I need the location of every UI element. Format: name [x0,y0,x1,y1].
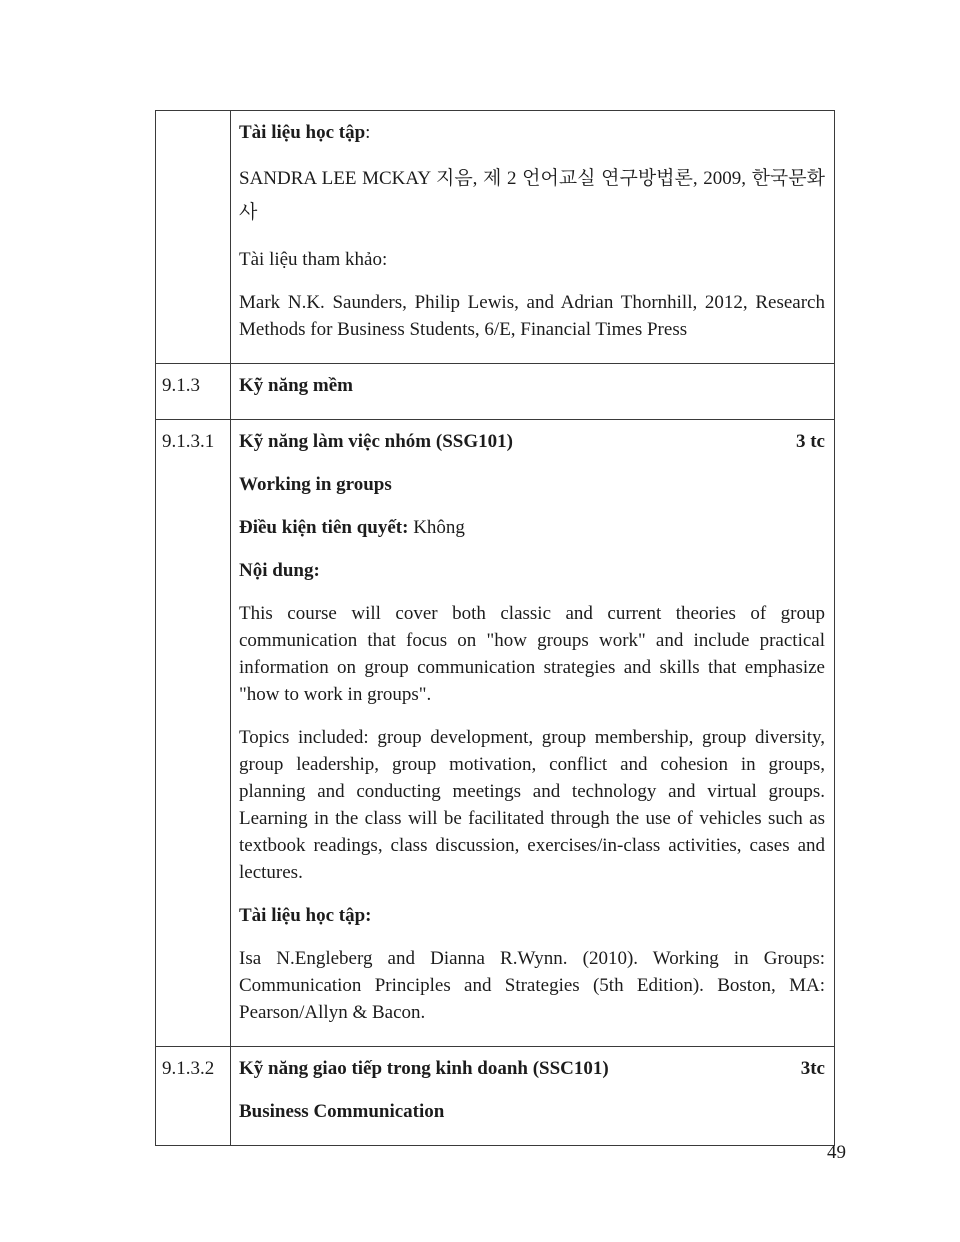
course-title: Kỹ năng làm việc nhóm (SSG101) [239,431,513,452]
table-row-continuation [156,111,835,364]
prerequisite-value: Không [408,517,465,538]
reference-materials-label: Tài liệu tham khảo: [239,249,388,270]
study-materials-label: Tài liệu học tập [239,122,366,143]
table-row-course-2 [156,1047,835,1146]
content-label: Nội dung: [239,560,320,581]
table-row-course-1 [156,420,835,1047]
page-number: 49 [827,1142,846,1163]
course-subtitle: Business Communication [239,1101,445,1122]
study-materials-heading [239,119,825,146]
course-credits: 3tc [800,1058,825,1079]
prerequisite-line [239,514,825,541]
course-table [155,110,835,1146]
course-credits: 3 tc [795,431,825,452]
row-id-cell: 9.1.3.2 [156,1047,231,1146]
study-materials-reference: SANDRA LEE MCKAY 지음, 제 2 언어교실 연구방법론, 2009, 한국문화사 [239,168,825,223]
course-title: Kỹ năng giao tiếp trong kinh doanh (SSC101) [239,1058,609,1079]
row-content-cell [231,420,835,1047]
row-content-cell [231,364,835,420]
course-header [239,428,825,455]
course-description-2: Topics included: group development, group membership, group diversity, group leadership, group motivation, conflict and cohesion in groups, planning and conducting meetings and technology and virtual groups. Learning in the class will be facilitated through the use of vehicles such as textbook readings, class discussion, exercises/in-class activities, cases and lectures. [239,727,825,883]
course-subtitle: Working in groups [239,474,392,495]
prerequisite-label: Điều kiện tiên quyết: [239,517,409,538]
table-row-section [156,364,835,420]
row-id-cell: 9.1.3.1 [156,420,231,1047]
reference-materials-reference: Mark N.K. Saunders, Philip Lewis, and Adrian Thornhill, 2012, Research Methods for Business Students, 6/E, Financial Times Press [239,292,825,340]
section-title: Kỹ năng mềm [239,375,353,396]
study-materials-colon: : [365,122,371,143]
row-content-cell [231,111,835,364]
course-header [239,1055,825,1082]
study-materials-label: Tài liệu học tập: [239,905,372,926]
row-content-cell [231,1047,835,1146]
row-id-cell: 9.1.3 [156,364,231,420]
row-id-cell [156,111,231,364]
course-description-1: This course will cover both classic and current theories of group communication that focus on "how groups work" and include practical information on group communication strategies and skills that emphasize "how to work in groups". [239,603,825,705]
study-materials-reference: Isa N.Engleberg and Dianna R.Wynn. (2010). Working in Groups: Communication Principles and Strategies (5th Edition). Boston, MA: Pearson/Allyn & Bacon. [239,948,825,1023]
